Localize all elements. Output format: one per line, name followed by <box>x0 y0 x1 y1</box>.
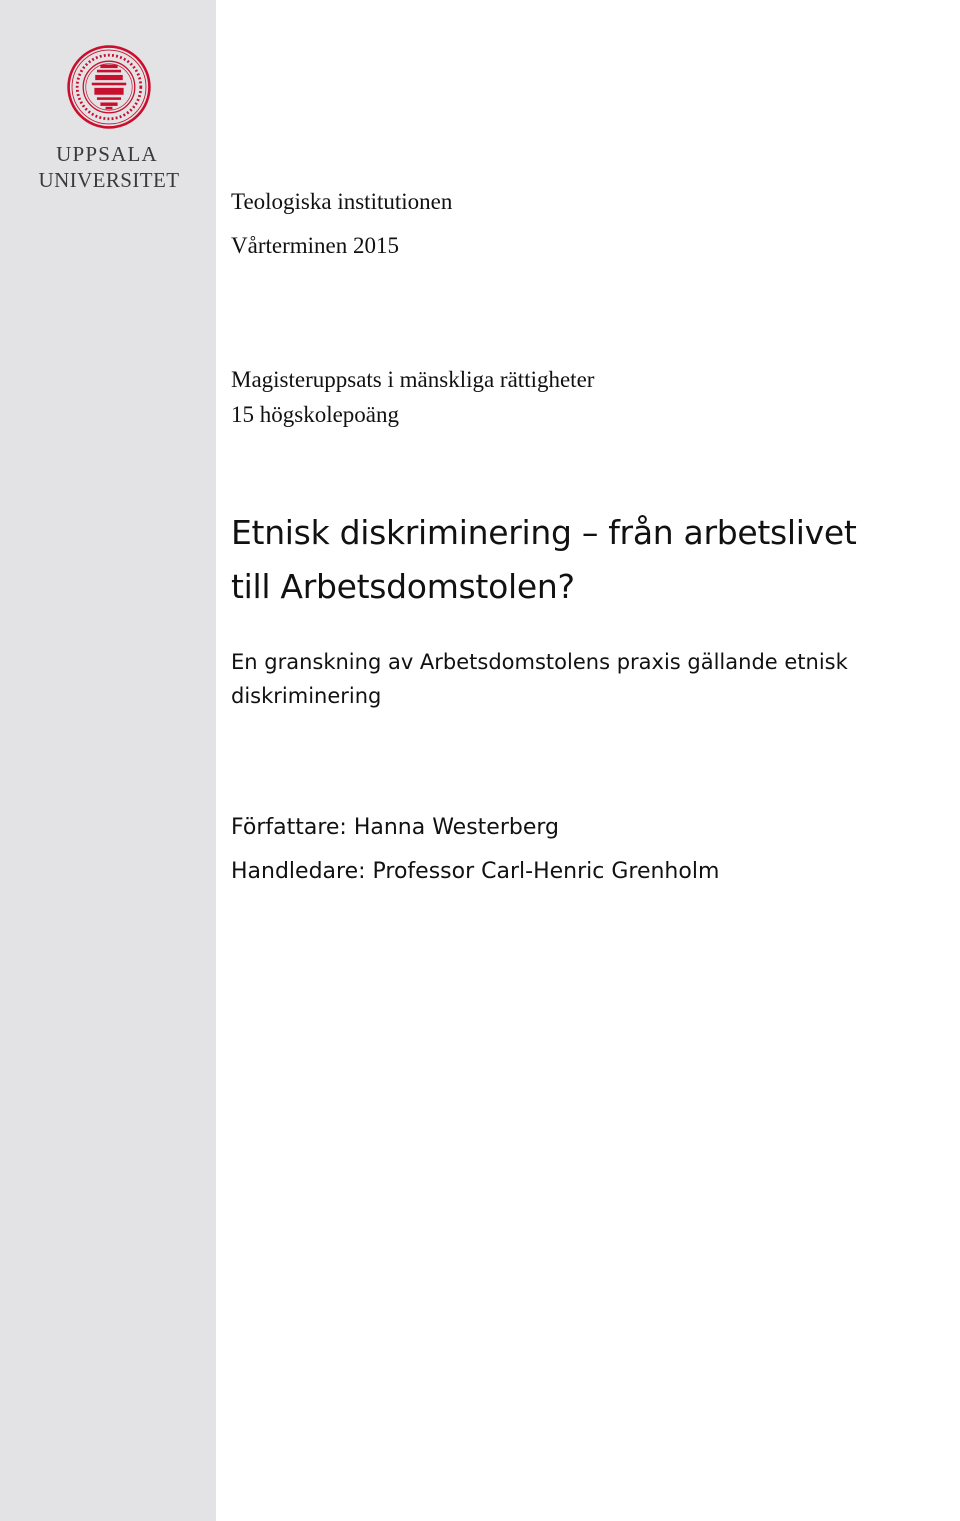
term: Vårterminen 2015 <box>231 233 399 258</box>
credit-points: 15 högskolepoäng <box>231 402 400 427</box>
university-seal-icon <box>66 44 152 130</box>
author-line: Författare: Hanna Westerberg <box>231 815 560 840</box>
thesis-title-line-2: till Arbetsdomstolen? <box>231 567 575 606</box>
thesis-title-line-1: Etnisk diskriminering – från arbetslivet <box>231 513 857 552</box>
program-name: Magisteruppsats i mänskliga rättigheter <box>231 367 595 392</box>
thesis-subtitle-line-1: En granskning av Arbetsdomstolens praxis gällande etnisk <box>231 650 848 674</box>
wordmark-line-1: UPPSALA <box>56 142 158 166</box>
sidebar-panel <box>0 0 216 1521</box>
university-wordmark <box>30 144 188 191</box>
supervisor-line: Handledare: Professor Carl-Henric Grenholm <box>231 859 720 884</box>
thesis-subtitle-line-2: diskriminering <box>231 684 382 708</box>
institution-name: Teologiska institutionen <box>231 189 453 214</box>
wordmark-line-2: UNIVERSITET <box>38 168 180 192</box>
